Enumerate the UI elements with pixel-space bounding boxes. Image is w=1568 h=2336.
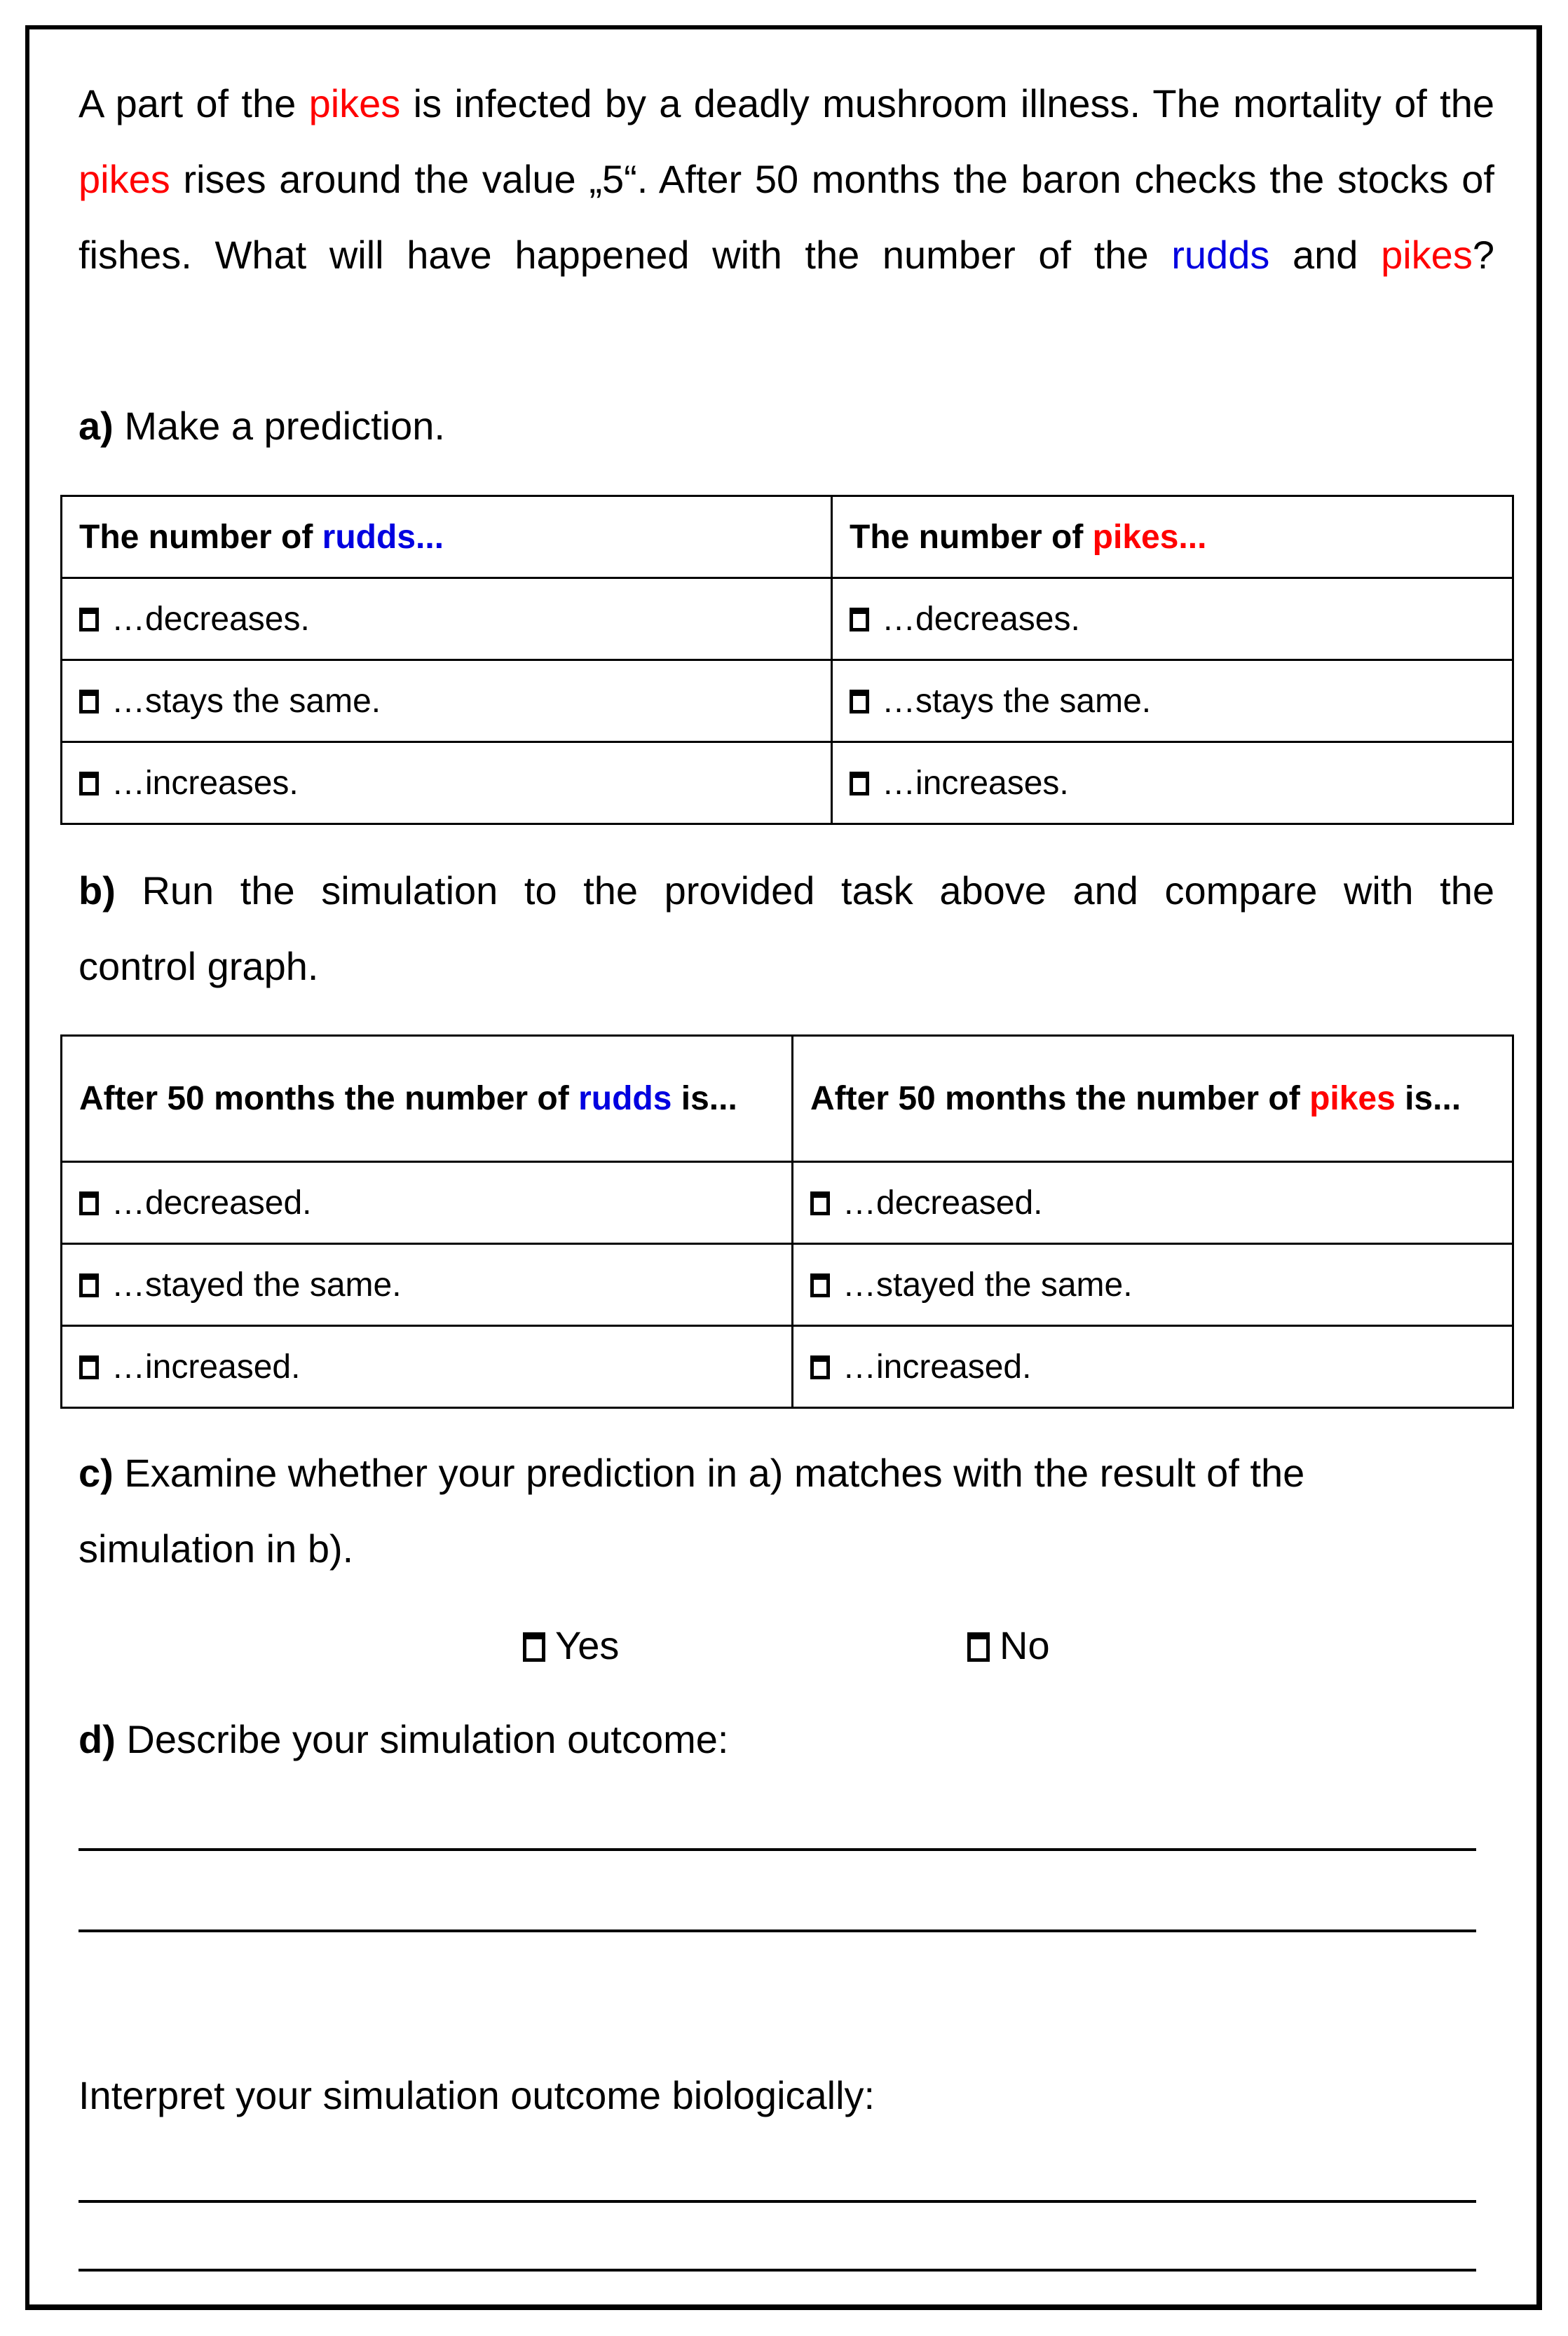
interpret-heading: Interpret your simulation outcome biologically: [79,2073,875,2117]
option-pikes-same[interactable] [832,660,1513,742]
checkbox-icon[interactable] [810,1273,830,1297]
part-d-letter: d) [79,1717,116,1761]
checkbox-icon[interactable] [79,772,99,795]
header-ellipsis: is... [1395,1079,1461,1117]
result-rudds-same[interactable] [62,1244,793,1326]
table-row [62,1244,1513,1326]
checkbox-icon[interactable] [79,1273,99,1297]
result-rudds-increased[interactable] [62,1326,793,1408]
pikes-header [793,1036,1513,1162]
intro-text: rises around the value „5“. After 50 months the baron checks the stocks of fishes. What will have happened with the number of the [79,157,1494,277]
option-pikes-increases[interactable] [832,742,1513,824]
rudds-word: rudds [322,518,416,556]
part-a-text: Make a prediction. [113,404,445,448]
table-row [62,578,1513,660]
option-label: …stayed the same. [111,1266,402,1304]
intro-text: and [1269,233,1382,277]
option-label: …decreased. [843,1184,1043,1222]
rudds-word: rudds [1171,233,1270,277]
rudds-header [62,496,832,578]
intro-text: A part of the [79,81,309,125]
yes-option[interactable] [523,1621,619,1670]
option-pikes-decreases[interactable] [832,578,1513,660]
checkbox-icon[interactable] [850,608,869,631]
pikes-word: pikes [79,157,170,201]
part-d-text: Describe your simulation outcome: [115,1717,729,1761]
header-text: After 50 months the number of [79,1079,579,1117]
pikes-word: pikes [1309,1079,1396,1117]
part-a-heading [79,388,445,464]
option-label: …decreases. [882,600,1080,638]
table-row [62,1326,1513,1408]
option-rudds-increases[interactable] [62,742,832,824]
checkbox-icon[interactable] [810,1191,830,1215]
option-label: …increases. [111,764,299,802]
option-label: …decreases. [111,600,310,638]
yes-label: Yes [555,1623,620,1667]
no-option[interactable] [967,1621,1050,1670]
part-c-heading [79,1435,1304,1587]
pikes-word: pikes [1092,518,1179,556]
no-label: No [1000,1623,1050,1667]
table-row [62,660,1513,742]
table-row [62,742,1513,824]
pikes-word: pikes [1381,233,1473,277]
result-pikes-same[interactable] [793,1244,1513,1326]
pikes-word: pikes [308,81,401,125]
checkbox-icon[interactable] [79,608,99,631]
option-label: …decreased. [111,1184,312,1222]
checkbox-icon[interactable] [850,772,869,795]
result-rudds-decreased[interactable] [62,1162,793,1244]
rudds-word: rudds [578,1079,672,1117]
option-rudds-same[interactable] [62,660,832,742]
answer-line-describe-1[interactable] [79,1848,1476,1851]
result-pikes-increased[interactable] [793,1326,1513,1408]
simulation-table [60,1034,1514,1409]
header-ellipsis: ... [416,518,444,556]
checkbox-icon[interactable] [79,1191,99,1215]
checkbox-icon[interactable] [79,690,99,713]
part-c-letter: c) [79,1451,114,1495]
intro-paragraph [79,66,1494,293]
header-text: The number of [850,518,1093,556]
part-c-text: simulation in b). [79,1526,354,1571]
answer-line-interpret-2[interactable] [79,2269,1476,2272]
checkbox-icon[interactable] [967,1632,990,1662]
intro-text: is infected by a deadly mushroom illness. The mortality of the [400,81,1494,125]
checkbox-icon[interactable] [523,1632,545,1662]
option-label: …stays the same. [111,682,381,720]
header-text: After 50 months the number of [810,1079,1310,1117]
rudds-header [62,1036,793,1162]
checkbox-icon[interactable] [810,1355,830,1379]
part-a-letter: a) [79,404,114,448]
checkbox-icon[interactable] [79,1355,99,1379]
header-text: The number of [79,518,322,556]
option-label: …increased. [111,1348,301,1386]
option-rudds-decreases[interactable] [62,578,832,660]
option-label: …increases. [882,764,1069,802]
header-ellipsis: ... [1178,518,1207,556]
part-b-letter: b) [79,868,116,913]
prediction-table [60,495,1514,825]
checkbox-icon[interactable] [850,690,869,713]
header-ellipsis: is... [671,1079,737,1117]
option-label: …stayed the same. [843,1266,1133,1304]
part-d-heading [79,1702,728,1777]
answer-line-interpret-1[interactable] [79,2200,1476,2203]
table-row [62,1162,1513,1244]
answer-line-describe-2[interactable] [79,1929,1476,1932]
part-c-text: Examine whether your prediction in a) matches with the result of the [113,1451,1305,1495]
part-b-text: control graph. [79,944,319,988]
intro-text: ? [1472,233,1494,277]
part-b-text: Run the simulation to the provided task above and compare with the [115,868,1494,913]
part-b-heading [79,853,1494,1004]
result-pikes-decreased[interactable] [793,1162,1513,1244]
option-label: …increased. [843,1348,1032,1386]
pikes-header [832,496,1513,578]
option-label: …stays the same. [882,682,1152,720]
